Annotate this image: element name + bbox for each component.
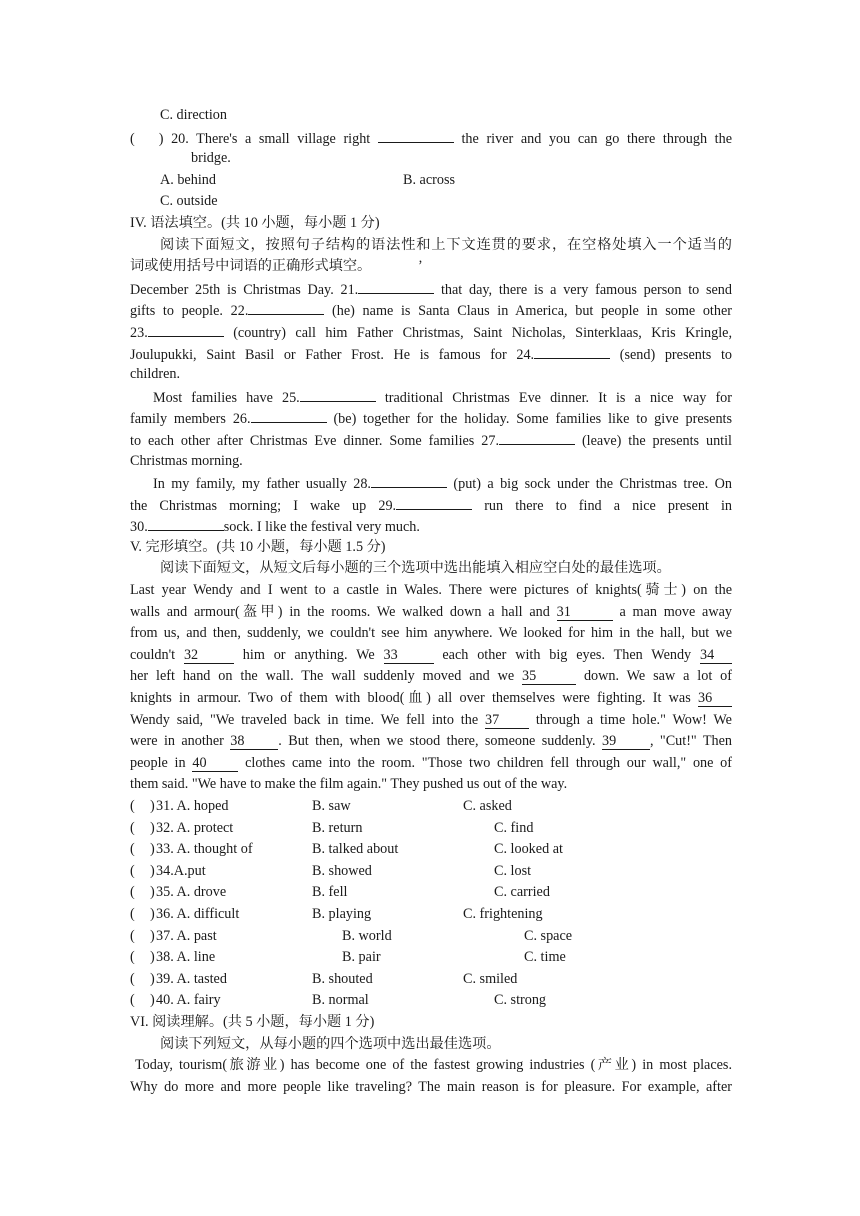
cloze-option-row: ( ) 37. A. past B. world C. space xyxy=(130,927,573,944)
blank-26[interactable] xyxy=(251,407,327,423)
q19-option-c: C. direction xyxy=(160,107,227,123)
reading-passage-line: Today, tourism(旅游业) has become one of the fastest growing industries (产业) in most places. xyxy=(135,1057,732,1074)
cloze-option-row: ( ) 40. A. fairy B. normal C. strong xyxy=(130,992,547,1009)
blank-31[interactable]: 31 xyxy=(557,605,613,621)
cloze-passage-line: from us, and then, suddenly, we couldn't see him anywhere. We looked for him in the hall, but we xyxy=(130,625,732,642)
blank-29[interactable] xyxy=(396,494,472,510)
cloze-passage-line: Last year Wendy and I went to a castle in Wales. There were pictures of knights(骑士) on the xyxy=(130,582,732,599)
cloze-option-row: ( ) 31. A. hoped B. saw C. asked xyxy=(130,798,512,814)
blank-32[interactable]: 32 xyxy=(184,648,234,664)
blank-35[interactable]: 35 xyxy=(522,669,576,685)
blank-39[interactable]: 39 xyxy=(602,734,650,750)
q20-options-ab: A. behind B. across xyxy=(160,171,456,188)
cloze-passage-line: were in another 38 . But then, when we stood there, someone suddenly. 39 , "Cut!" Then xyxy=(130,733,732,750)
cloze-passage-line: her left hand on the wall. The wall suddenly moved and we 35 down. We saw a lot of xyxy=(130,668,732,685)
grammar-passage-line: Joulupukki, Saint Basil or Father Frost. He is famous for 24. (send) presents to xyxy=(130,343,732,365)
cloze-passage-line: them said. "We have to make the film again." They pushed us out of the way. xyxy=(130,776,568,793)
cloze-passage-line: walls and armour(盔甲) in the rooms. We walked down a hall and 31 a man move away xyxy=(130,603,732,620)
blank-36[interactable]: 36 xyxy=(698,691,732,707)
cloze-passage-line: Wendy said, "We traveled back in time. We fell into the 37 through a time hole." Wow! We xyxy=(130,711,732,728)
section-4-instruction-2: 词或使用括号中词语的正确形式填空。 ’ xyxy=(130,258,423,275)
grammar-passage-line: the Christmas morning; I wake up 29. run there to find a nice present in xyxy=(130,494,732,516)
grammar-passage-line: family members 26. (be) together for the holiday. Some families like to give presents xyxy=(130,407,732,429)
blank-40[interactable]: 40 xyxy=(192,756,238,772)
cloze-option-row: ( ) 34.A.put B. showed C. lost xyxy=(130,862,532,879)
grammar-passage-line: December 25th is Christmas Day. 21. that day, there is a very famous person to send xyxy=(130,278,732,300)
cloze-passage-line: couldn't 32 him or anything. We 33 each other with big eyes. Then Wendy 34 xyxy=(130,645,732,667)
section-4-instruction-1: 阅读下面短文，按照句子结构的语法性和上下文连贯的要求，在空格处填入一个适当的 xyxy=(160,236,732,253)
grammar-passage-line: to each other after Christmas Eve dinner. Some families 27. (leave) the presents until xyxy=(130,429,732,451)
cloze-option-row: ( ) 36. A. difficult B. playing C. frightening xyxy=(130,905,543,922)
answer-paren: ( xyxy=(130,130,135,147)
section-5-instruction: 阅读下面短文，从短文后每小题的三个选项中选出能填入相应空白处的最佳选项。 xyxy=(160,560,671,577)
blank-28[interactable] xyxy=(371,472,447,488)
section-5-heading: V. 完形填空。(共 10 小题，每小题 1.5 分) xyxy=(130,538,386,555)
q20-option-c: C. outside xyxy=(160,193,218,210)
grammar-passage-line: 30. sock. I like the festival very much. xyxy=(130,515,732,537)
blank-22[interactable] xyxy=(248,299,324,315)
grammar-passage-line: children. xyxy=(130,366,181,383)
worksheet-page xyxy=(130,105,732,1098)
cloze-passage-line: people in 40 clothes came into the room. "Those two children fell through our wall," one of xyxy=(130,754,732,771)
blank-27[interactable] xyxy=(499,429,575,445)
blank-23[interactable] xyxy=(148,321,224,337)
blank-38[interactable]: 38 xyxy=(230,734,278,750)
blank-37[interactable]: 37 xyxy=(485,713,529,729)
blank-30[interactable] xyxy=(148,515,224,531)
section-6-instruction: 阅读下列短文，从每小题的四个选项中选出最佳选项。 xyxy=(160,1035,501,1052)
blank-24[interactable] xyxy=(534,343,610,359)
grammar-passage-line: Christmas morning. xyxy=(130,452,243,469)
blank-25[interactable] xyxy=(300,386,376,402)
cloze-option-row: ( ) 32. A. protect B. return C. find xyxy=(130,819,534,836)
answer-blank[interactable] xyxy=(378,127,454,143)
section-4-heading: IV. 语法填空。(共 10 小题，每小题 1 分) xyxy=(130,214,380,231)
cloze-option-row: ( ) 38. A. line B. pair C. time xyxy=(130,949,566,966)
blank-21[interactable] xyxy=(358,278,434,294)
blank-33[interactable]: 33 xyxy=(384,648,434,664)
grammar-passage-line: In my family, my father usually 28. (put) a big sock under the Christmas tree. On xyxy=(130,472,732,494)
cloze-passage-line: knights in armour. Two of them with blood(血) all over themselves were fighting. It was 36 xyxy=(130,688,732,710)
section-6-heading: VI. 阅读理解。(共 5 小题，每小题 1 分) xyxy=(130,1013,375,1030)
cloze-option-row: ( ) 33. A. thought of B. talked about C. looked at xyxy=(130,841,563,858)
cloze-option-row: ( ) 35. A. drove B. fell C. carried xyxy=(130,884,550,901)
grammar-passage-line: gifts to people. 22. (he) name is Santa Claus in America, but people in some other xyxy=(130,299,732,321)
cloze-option-row: ( ) 39. A. tasted B. shouted C. smiled xyxy=(130,970,518,987)
grammar-passage-line: Most families have 25. traditional Christmas Eve dinner. It is a nice way for xyxy=(130,386,732,408)
reading-passage-line: Why do more and more people like traveling? The main reason is for pleasure. For example, after xyxy=(130,1078,732,1095)
blank-34[interactable]: 34 xyxy=(700,648,732,664)
q20-line-1: ( ) 20. There's a small village right the river and you can go there through the xyxy=(130,127,732,149)
q20-line-2: bridge. xyxy=(191,150,231,167)
grammar-passage-line: 23. (country) call him Father Christmas, Saint Nicholas, Sinterklaas, Kris Kringle, xyxy=(130,321,732,343)
